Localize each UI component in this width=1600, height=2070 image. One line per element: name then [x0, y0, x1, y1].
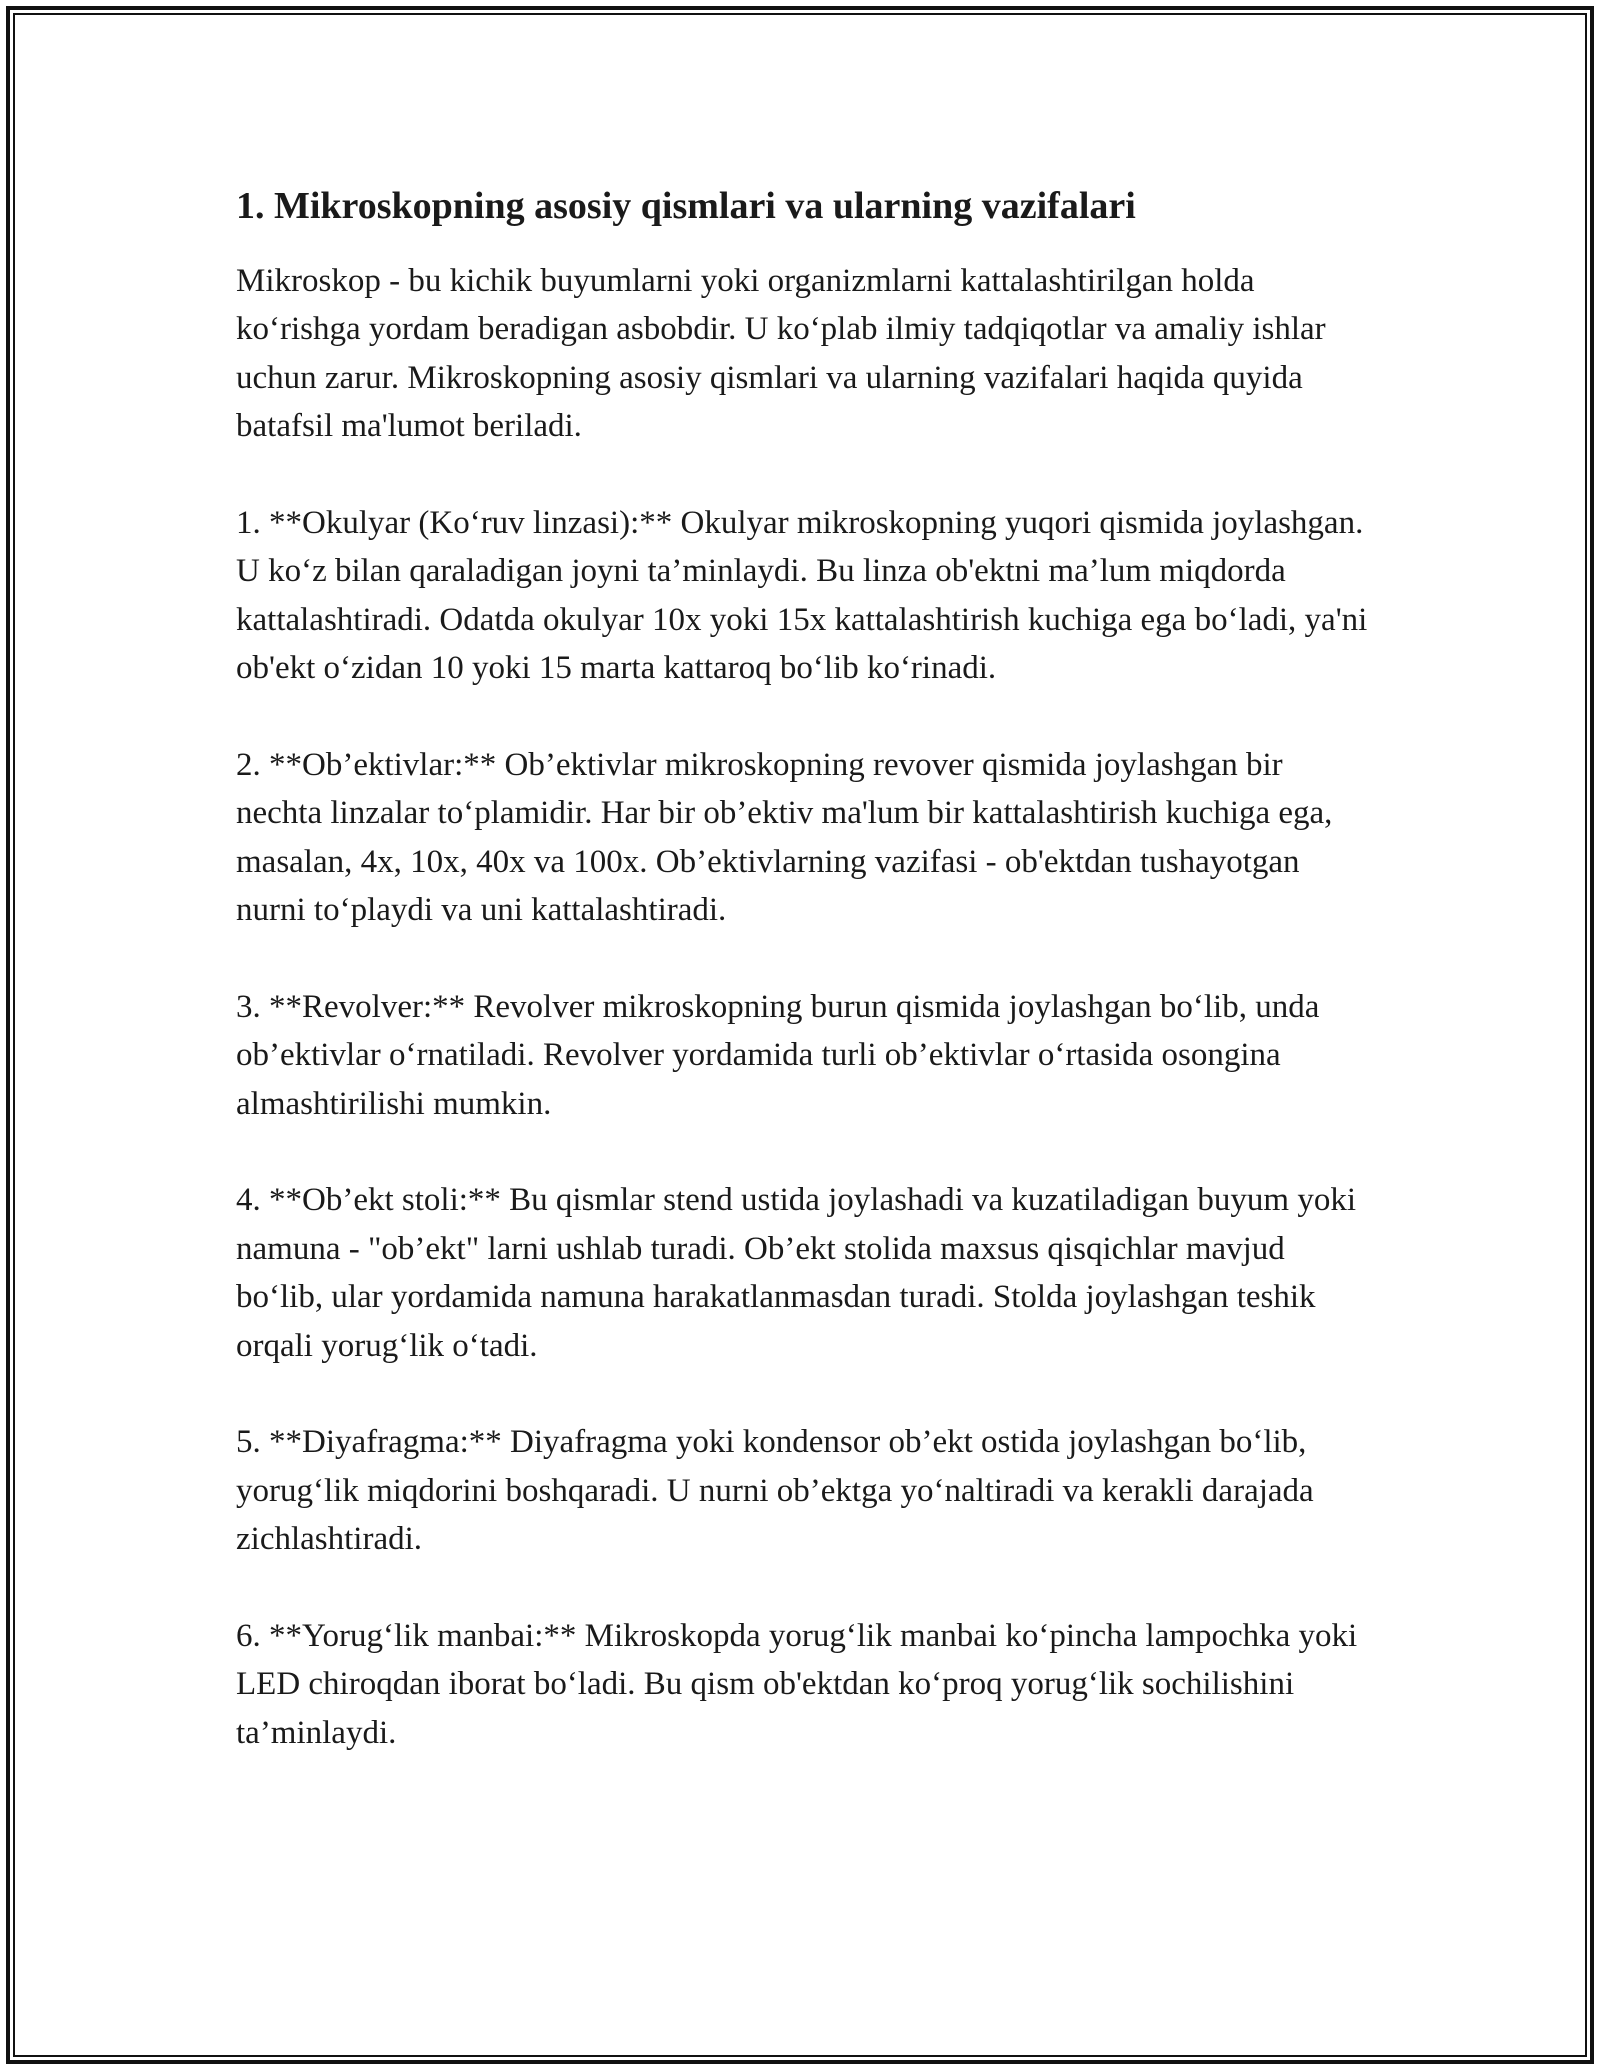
list-item-obekt-stoli: 4. **Ob’ekt stoli:** Bu qismlar stend ustida joylashadi va kuzatiladigan buyum yoki namuna - "ob’ekt" larni ushlab turadi. Ob’ekt stolida maxsus qisqichlar mavjud bo‘lib, ular yordamida namuna harakatlanmasdan turadi. Stolda joylashgan teshik orqali yorug‘lik o‘tadi.: [236, 1182, 1357, 1364]
document-title: 1. Mikroskopning asosiy qismlari va ularning vazifalari: [236, 185, 1136, 227]
list-item-diyafragma: 5. **Diyafragma:** Diyafragma yoki kondensor ob’ekt ostida joylashgan bo‘lib, yorug‘lik miqdorini boshqaradi. U nurni ob’ektga yo‘naltiradi va kerakli darajada zichlashtiradi.: [236, 1424, 1314, 1557]
list-item-okulyar: 1. **Okulyar (Ko‘ruv linzasi):** Okulyar mikroskopning yuqori qismida joylashgan. U ko‘z bilan qaraladigan joyni ta’minlaydi. Bu linza ob'ektni ma’lum miqdorda kattalashtiradi. Odatda okulyar 10x yoki 15x kattalashtirish kuchiga ega bo‘ladi, ya'ni ob'ekt o‘zidan 10 yoki 15 marta kattaroq bo‘lib ko‘rinadi.: [236, 504, 1368, 686]
list-item-obektivlar: 2. **Ob’ektivlar:** Ob’ektivlar mikroskopning revover qismida joylashgan bir nechta linzalar to‘plamidir. Har bir ob’ektiv ma'lum bir kattalashtirish kuchiga ega, masalan, 4x, 10x, 40x va 100x. Ob’ektivlarning vazifasi - ob'ektdan tushayotgan nurni to‘playdi va uni kattalashtiradi.: [236, 746, 1333, 928]
list-item-yoruglik-manbai: 6. **Yorug‘lik manbai:** Mikroskopda yorug‘lik manbai ko‘pincha lampochka yoki LED chiroqdan iborat bo‘ladi. Bu qism ob'ektdan ko‘proq yorug‘lik sochilishini ta’minlaydi.: [236, 1617, 1358, 1751]
intro-paragraph: Mikroskop - bu kichik buyumlarni yoki organizmlarni kattalashtirilgan holda ko‘rishga yordam beradigan asbobdir. U ko‘plab ilmiy tadqiqotlar va amaliy ishlar uchun zarur. Mikroskopning asosiy qismlari va ularning vazifalari haqida quyida batafsil ma'lumot beriladi.: [236, 262, 1326, 444]
list-item-revolver: 3. **Revolver:** Revolver mikroskopning burun qismida joylashgan bo‘lib, unda ob’ektivlar o‘rnatiladi. Revolver yordamida turli ob’ektivlar o‘rtasida osongina almashtirilishi mumkin.: [236, 988, 1320, 1122]
document-body: [236, 183, 1376, 1805]
